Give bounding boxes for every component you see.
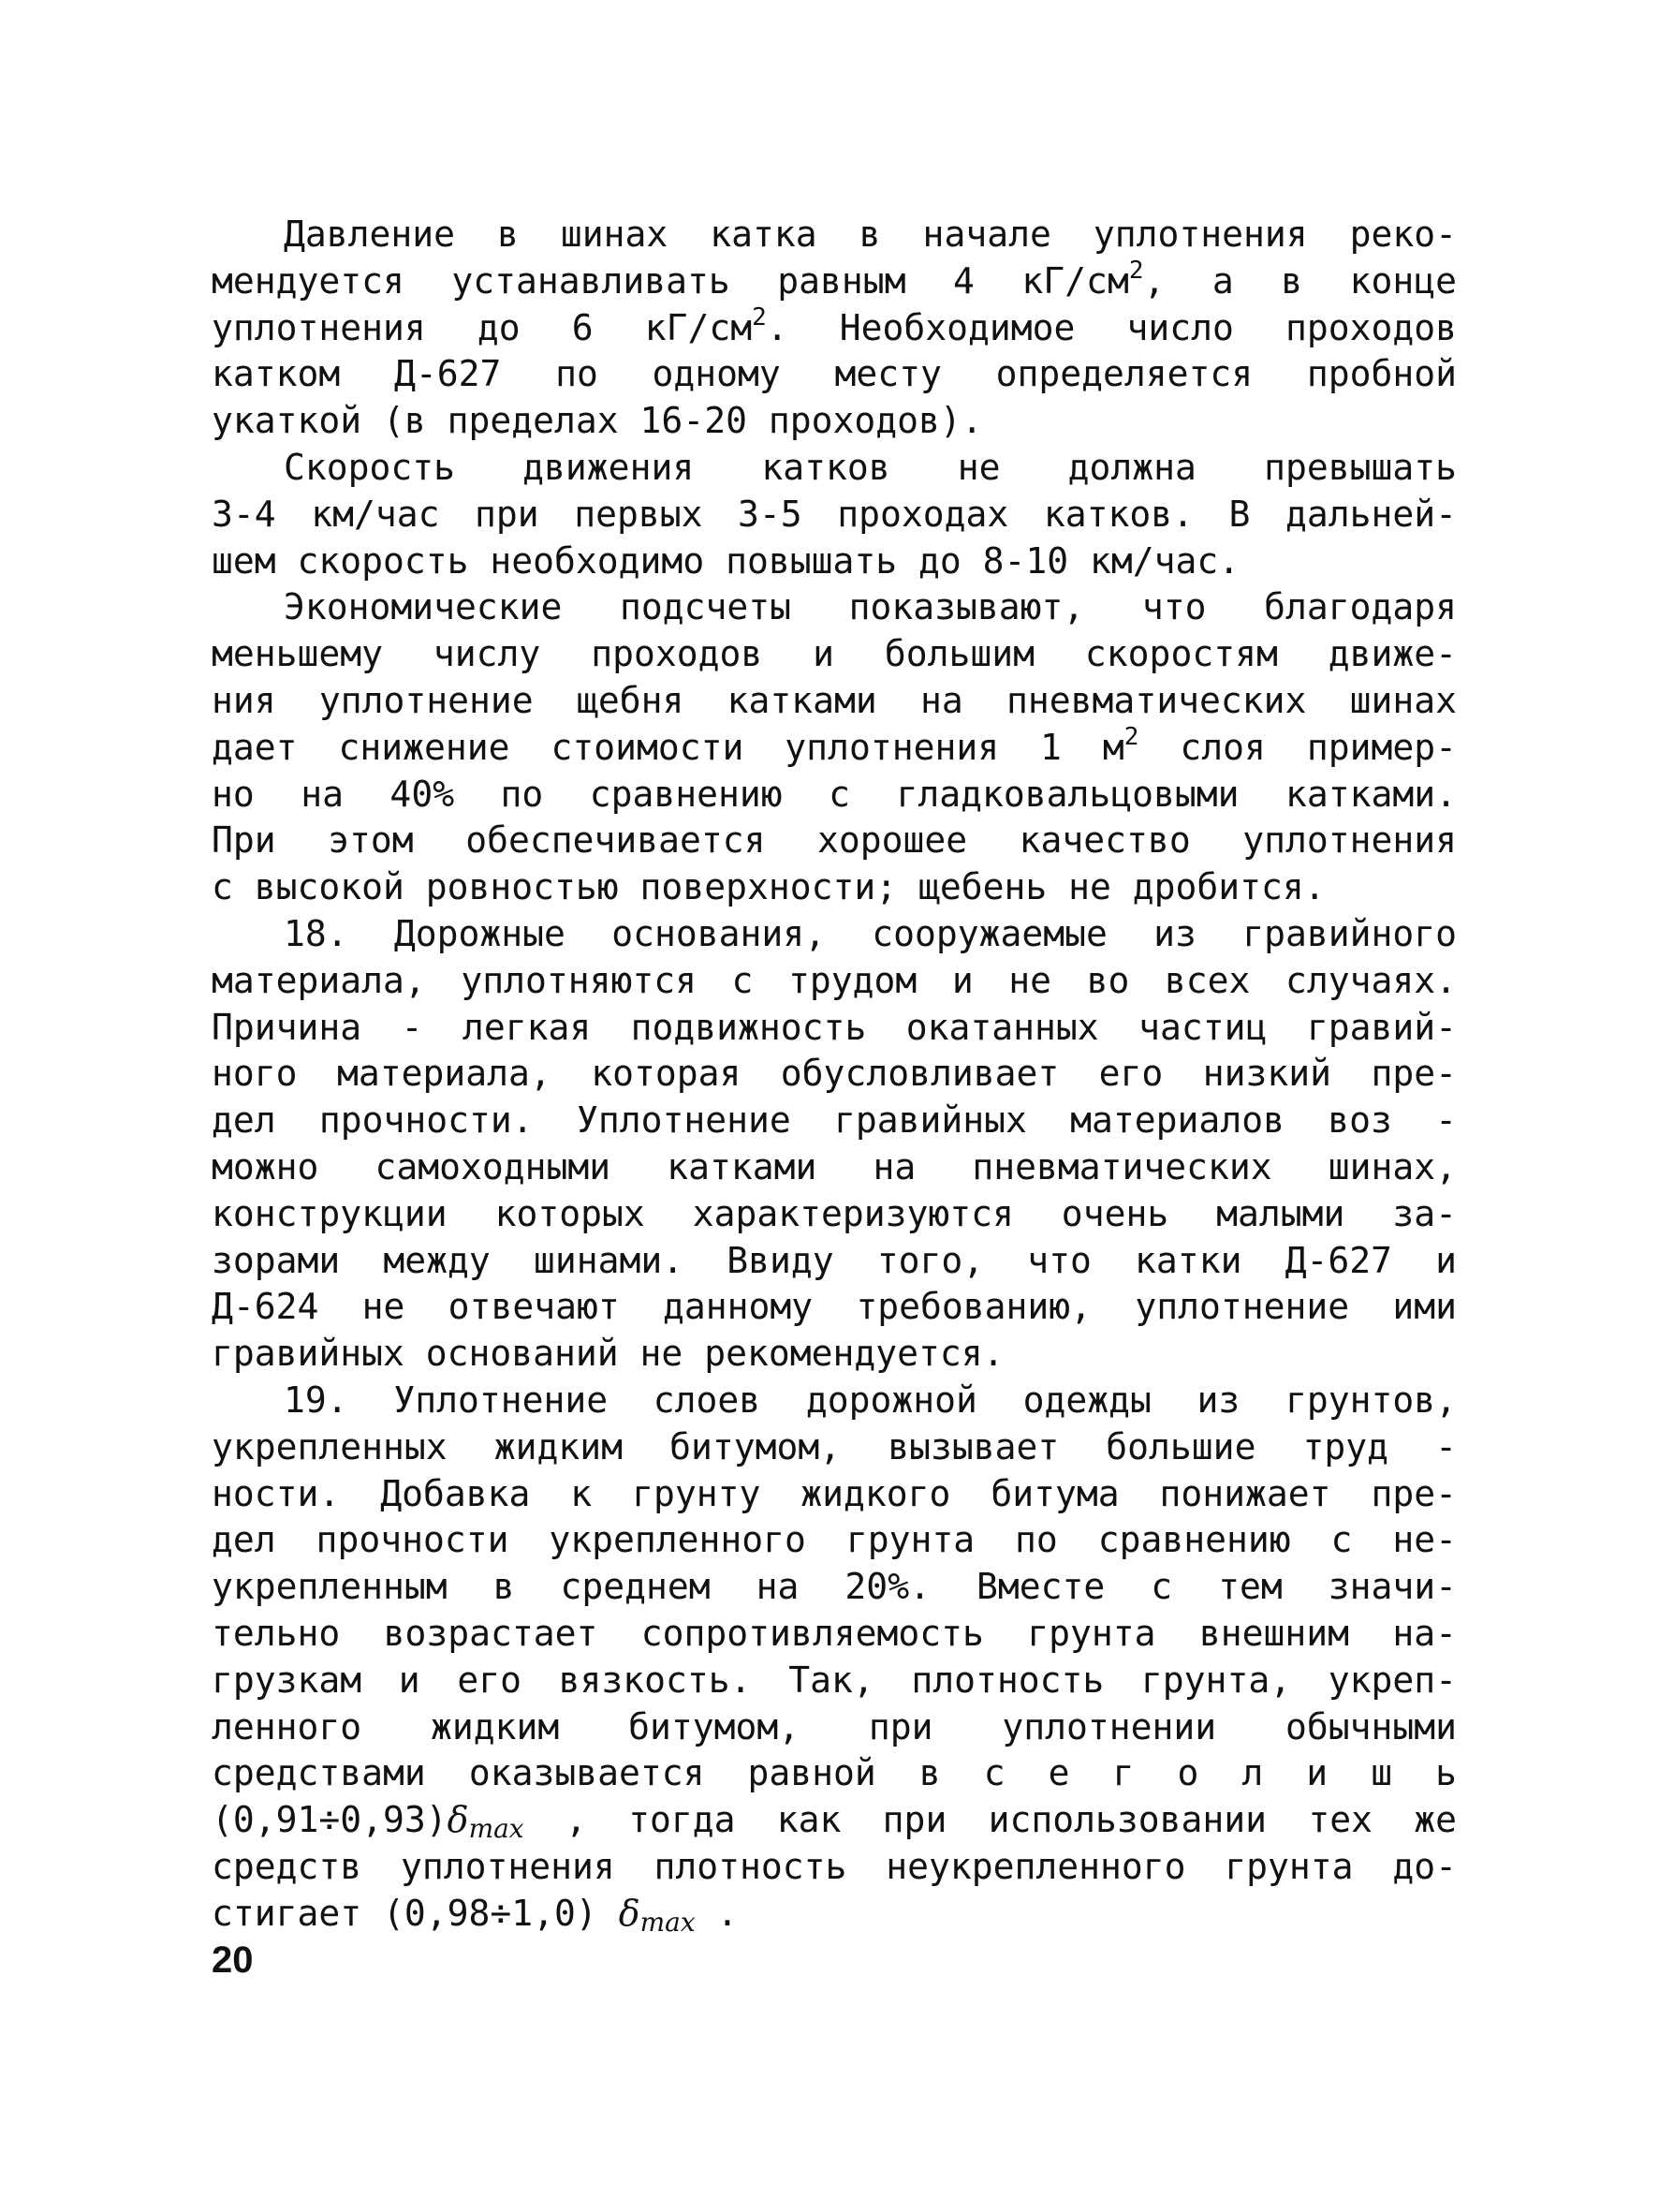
- text-line: средств уплотнения плотность неукрепленного грунта до-: [212, 1845, 1457, 1887]
- delta-max-symbol: $\delta_{max}$: [618, 1892, 696, 1938]
- text-line: ленного жидким битумом, при уплотнении обычными: [212, 1705, 1457, 1747]
- superscript: 2: [752, 302, 767, 332]
- text-line: катком Д-627 по одному месту определяется пробной: [212, 353, 1457, 395]
- text-line: с высокой ровностью поверхности; щебень не дробится.: [212, 866, 1326, 908]
- text-line: стигает (0,98÷1,0) $\delta_{max}$ .: [212, 1892, 739, 1938]
- text-line: зорами между шинами. Ввиду того, что катки Д-627 и: [212, 1239, 1457, 1281]
- text-line: Д-624 не отвечают данному требованию, уплотнение ими: [212, 1286, 1457, 1328]
- page-body: [212, 212, 1457, 1937]
- text-line: $(0,91\div 0,93)\delta_{max}$ , тогда как при использовании тех же: [212, 1799, 1457, 1845]
- text-line: шем скорость необходимо повышать до 8-10 км/час.: [212, 539, 1241, 582]
- superscript: 2: [1128, 256, 1144, 285]
- text-line: 19. Уплотнение слоев дорожной одежды из грунтов,: [284, 1379, 1457, 1421]
- text-line: можно самоходными катками на пневматических шинах,: [212, 1145, 1457, 1187]
- text-line: мендуется устанавливать равным 4 $кГ/см^2$, а в конце: [212, 256, 1457, 302]
- text-line: дел прочности. Уплотнение гравийных материалов воз -: [212, 1099, 1457, 1142]
- text-line: Скорость движения катков не должна превышать: [284, 446, 1457, 488]
- paragraph-18: [212, 911, 1457, 1378]
- text-line: дает снижение стоимости уплотнения 1 $м^2$ слоя пример-: [212, 722, 1457, 768]
- paragraph-2: [212, 445, 1457, 584]
- text-line: Экономические подсчеты показывают, что благодаря: [284, 586, 1457, 628]
- text-line: дел прочности укрепленного грунта по сравнению с не-: [212, 1519, 1457, 1561]
- text-line: При этом обеспечивается хорошее качество уплотнения: [212, 819, 1457, 862]
- text-line: ности. Добавка к грунту жидкого битума понижает пре-: [212, 1472, 1457, 1514]
- text-line: тельно возрастает сопротивляемость грунта внешним на-: [212, 1612, 1457, 1654]
- delta-max-symbol: $\delta_{max}$: [447, 1799, 524, 1845]
- text-line: 3-4 км/час при первых 3-5 проходах катков. В дальней-: [212, 493, 1457, 535]
- paragraph-19: [212, 1378, 1457, 1938]
- text-line: уплотнения до 6 $кГ/см^2$. Необходимое число проходов: [212, 302, 1457, 348]
- page-number: 20: [212, 1939, 254, 1981]
- text-line: грузкам и его вязкость. Так, плотность грунта, укреп-: [212, 1659, 1457, 1701]
- text-line: 18. Дорожные основания, сооружаемые из гравийного: [284, 912, 1457, 954]
- paragraph-3: [212, 584, 1457, 911]
- text-line: меньшему числу проходов и большим скоростям движе-: [212, 633, 1457, 675]
- text-line: укаткой (в пределах 16-20 проходов).: [212, 400, 983, 442]
- text-line: укрепленных жидким битумом, вызывает большие труд -: [212, 1425, 1457, 1467]
- text-line: ного материала, которая обусловливает его низкий пре-: [212, 1053, 1457, 1095]
- text-line: ния уплотнение щебня катками на пневматических шинах: [212, 679, 1457, 721]
- text-line: но на 40% по сравнению с гладковальцовыми катками.: [212, 773, 1457, 815]
- superscript: 2: [1123, 722, 1139, 751]
- text-line: материала, уплотняются с трудом и не во всех случаях.: [212, 959, 1457, 1001]
- text-line: конструкции которых характеризуются очень малыми за-: [212, 1192, 1457, 1234]
- text-line: укрепленным в среднем на 20%. Вместе с тем значи-: [212, 1566, 1457, 1608]
- text-line: Давление в шинах катка в начале уплотнения реко-: [284, 214, 1457, 255]
- text-line: гравийных оснований не рекомендуется.: [212, 1333, 1005, 1375]
- text-line: Причина - легкая подвижность окатанных частиц гравий-: [212, 1006, 1457, 1048]
- paragraph-1: [212, 212, 1457, 445]
- text-line: средствами оказывается равной в с е г о л и ш ь: [212, 1752, 1457, 1794]
